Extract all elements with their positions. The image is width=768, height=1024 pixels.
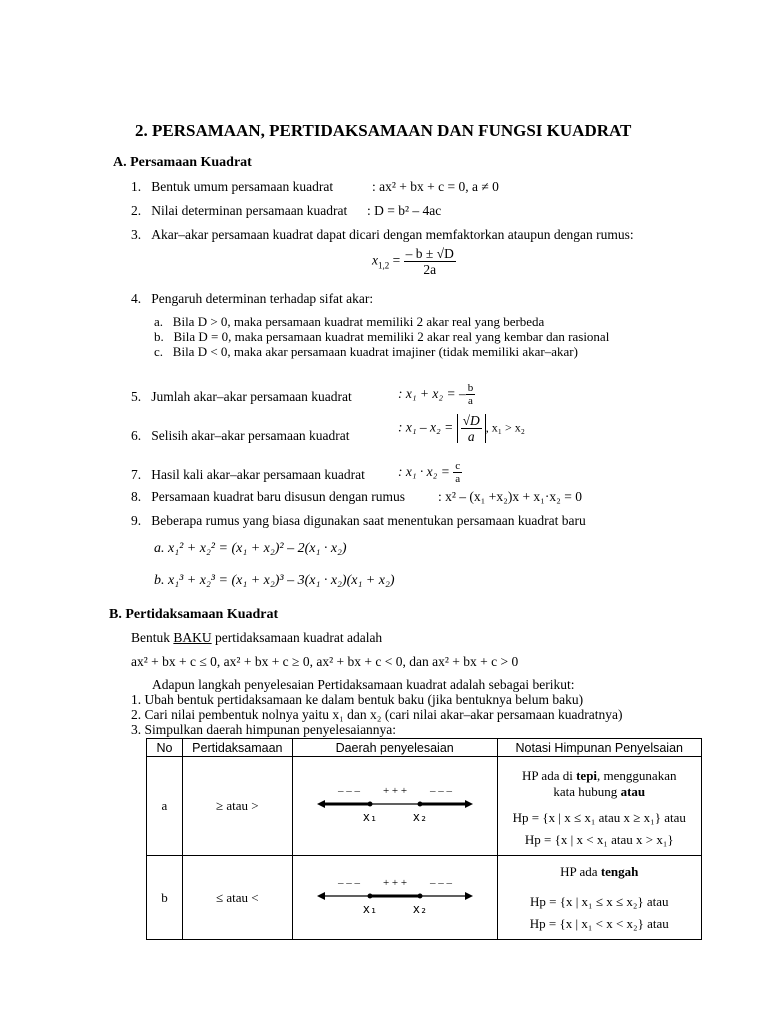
arrow-left-icon [317,800,325,808]
row-notation: HP ada di tepi, menggunakan kata hubung atau Hp = {x | x ≤ x₁ atau x ≥ x₁} atau Hp = {x | x < x₁ atau x > x₁} [497,757,701,856]
bentuk-baku-line: Bentuk BAKU pertidaksamaan kuadrat adalah [131,630,383,645]
sign-right: – – – [429,876,452,889]
arrow-left-icon [317,892,325,900]
col-header-notation: Notasi Himpunan Penyelsaian [497,739,701,757]
steps-intro: Adapun langkah penyelesaian Pertidaksamaan kuadrat adalah sebagai berikut: [152,677,575,692]
section-b-heading: B. Pertidaksamaan Kuadrat [109,607,279,622]
determinant-list [154,314,609,359]
item-6: 6. Selisih akar–akar persamaan kuadrat [131,428,350,443]
sign-left: – – – [337,785,360,797]
step-2: 2. Cari nilai pembentuk nolnya yaitu x₁ dan x₂ (cari nilai akar–akar persamaan kuadratnya) [131,707,623,722]
steps-list [131,692,622,737]
sign-mid: + + + [382,785,407,797]
step-1: 1. Ubah bentuk pertidaksamaan ke dalam bentuk baku (jika bentuknya belum baku) [131,692,584,707]
formula-1: : ax² + bx + c = 0, a ≠ 0 [372,179,499,194]
number-line-b [292,856,497,940]
point-x2 [417,802,422,807]
formula-6: : x₁ – x₂ = $\frac{√D}{a}$ , x₁ > x₂ [398,413,525,444]
arrow-right-icon [465,800,473,808]
hp-closed: Hp = {x | x₁ ≤ x ≤ x₂} atau [529,893,669,909]
row-ineq: ≥ atau > [182,757,292,856]
item-1: 1. Bentuk umum persamaan kuadrat [131,179,334,194]
label-x2: x₂ [412,810,427,824]
hp-open: Hp = {x | x₁ < x < x₂} atau [529,915,669,931]
determinant-item-a: a. Bila D > 0, maka persamaan kuadrat memiliki 2 akar real yang berbeda [154,314,545,329]
item-7: 7. Hasil kali akar–akar persamaan kuadrat [131,467,365,482]
table-header-row [147,739,702,757]
sign-mid: + + + [382,876,407,889]
page-title: 2. PERSAMAAN, PERTIDAKSAMAAN DAN FUNGSI KUADRAT [135,121,632,140]
point-x1 [367,893,372,898]
step-3: 3. Simpulkan daerah himpunan penyelesaiannya: [131,722,397,737]
hp-closed: Hp = {x | x ≤ x₁ atau x ≥ x₁} atau [512,810,686,825]
item-4: 4. Pengaruh determinan terhadap sifat akar: [131,291,374,306]
formula-3: $x_{1,2}$ = $\frac{- b \pm √D}{2a}$ [372,246,454,277]
item-2: 2. Nilai determinan persamaan kuadrat [131,203,348,218]
row-notation: HP ada tengah Hp = {x | x₁ ≤ x ≤ x₂} atau Hp = {x | x₁ < x < x₂} atau [497,856,701,940]
point-x1 [367,802,372,807]
formula-9b: b. x₁³ + x₂³ = (x₁ + x₂)³ – 3(x₁ · x₂)(x₁ + x₂) [154,573,395,588]
determinant-item-b: b. Bila D = 0, maka persamaan kuadrat memiliki 2 akar real yang kembar dan rasional [154,329,610,344]
hp-open: Hp = {x | x < x₁ atau x > x₁} [524,832,674,847]
arrow-right-icon [465,892,473,900]
row-no: b [147,856,183,940]
formula-7: : x₁ · x₂ = $\frac{c}{a}$ [398,460,461,485]
formula-5: : x₁ + x₂ = – $\frac{b}{a}$ [398,382,474,407]
label-x1: x₁ [362,901,377,916]
row-ineq: ≤ atau < [182,856,292,940]
point-x2 [417,893,422,898]
col-header-ineq: Pertidaksamaan [182,739,292,757]
number-line-a [292,757,497,856]
section-a-heading: A. Persamaan Kuadrat [113,155,252,170]
formula-9a: a. x₁² + x₂² = (x₁ + x₂)² – 2(x₁ · x₂) [154,541,347,556]
row-no: a [147,757,183,856]
item-5: 5. Jumlah akar–akar persamaan kuadrat [131,389,352,404]
bentuk-baku-forms: ax² + bx + c ≤ 0, ax² + bx + c ≥ 0, ax² + bx + c < 0, dan ax² + bx + c > 0 [131,654,519,669]
hp-table [146,738,702,940]
determinant-item-c: c. Bila D < 0, maka akar persamaan kuadrat imajiner (tidak memiliki akar–akar) [154,344,578,359]
table-row [147,856,702,940]
label-x2: x₂ [412,901,427,916]
table-row [147,757,702,856]
formula-2: : D = b² – 4ac [367,203,442,218]
sign-right: – – – [429,785,452,797]
label-x1: x₁ [362,810,377,824]
item-3: 3. Akar–akar persamaan kuadrat dapat dicari dengan memfaktorkan ataupun dengan rumus: [131,227,634,242]
col-header-no: No [147,739,183,757]
col-header-region: Daerah penyelesaian [292,739,497,757]
formula-8: : x² – (x₁ +x₂)x + x₁·x₂ = 0 [438,489,582,504]
item-9: 9. Beberapa rumus yang biasa digunakan saat menentukan persamaan kuadrat baru [131,513,586,528]
item-8: 8. Persamaan kuadrat baru disusun dengan rumus [131,489,406,504]
sign-left: – – – [337,876,360,889]
